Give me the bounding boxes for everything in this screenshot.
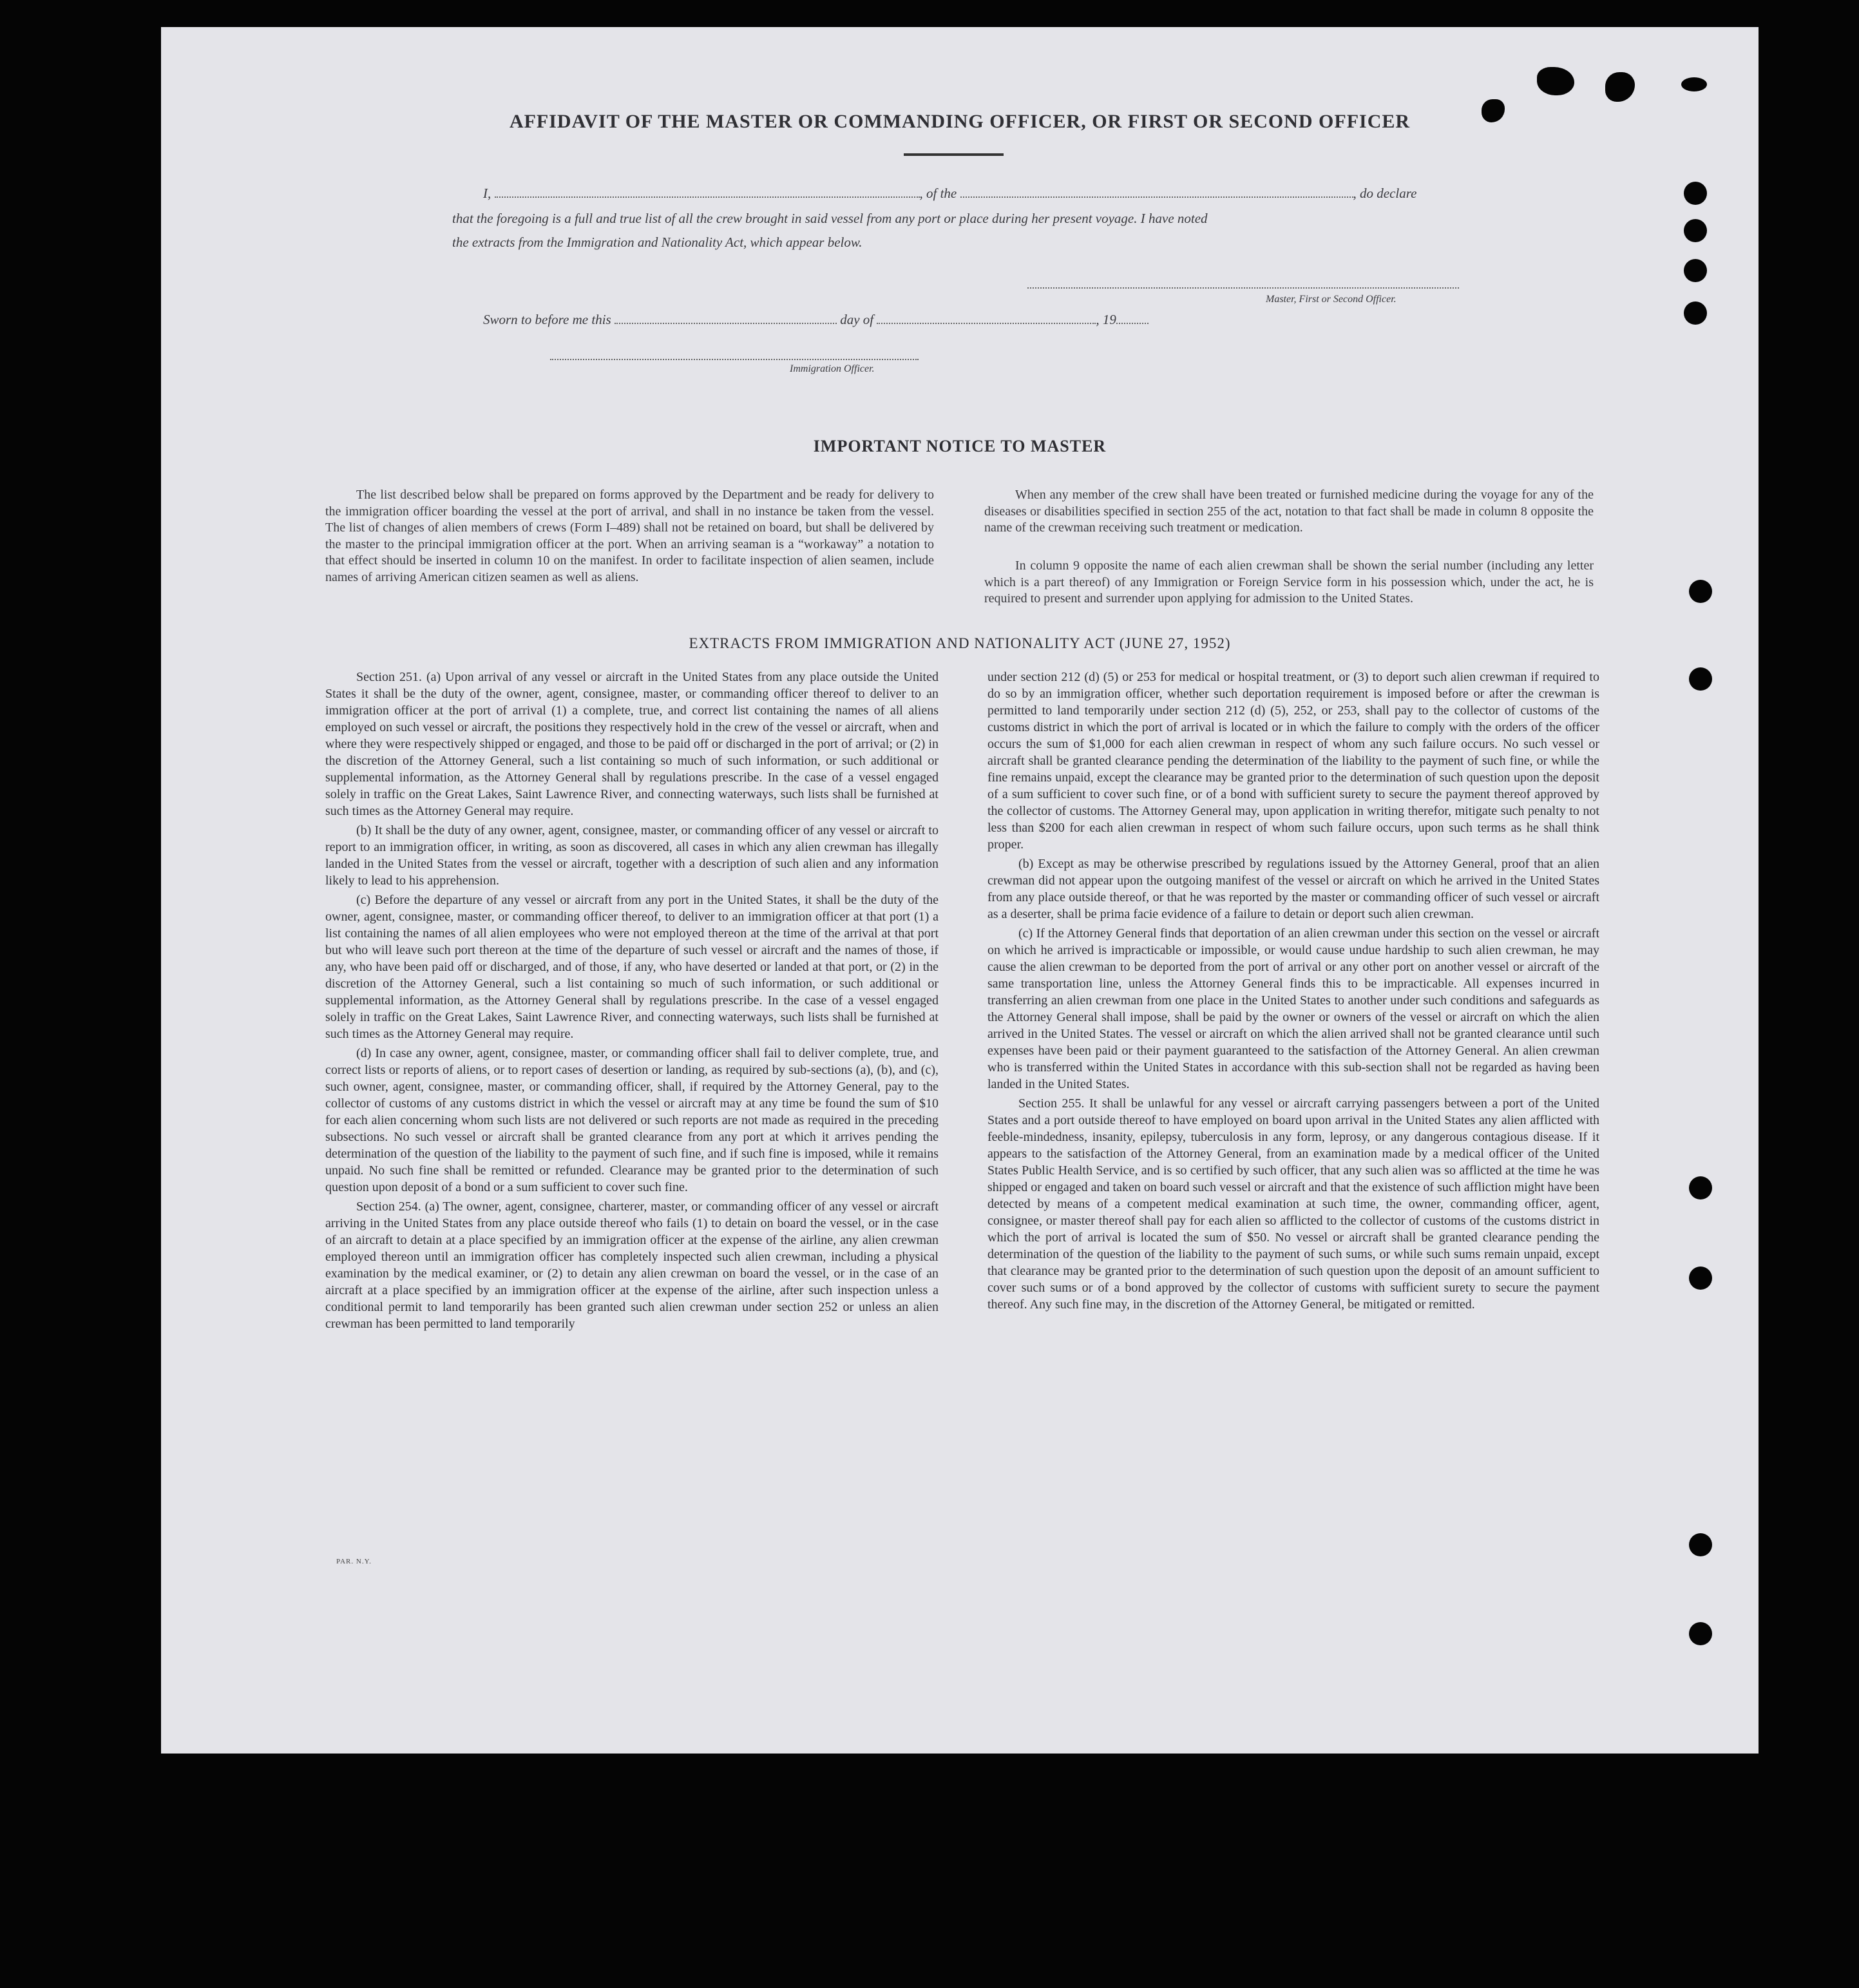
binder-hole <box>1689 1176 1712 1199</box>
declaration-line-3: the extracts from the Immigration and Nationality Act, which appear below. <box>452 234 863 250</box>
sworn-month-blank <box>877 314 1096 324</box>
section-251-b: (b) It shall be the duty of any owner, agent, consignee, master, or commanding officer of any vessel or aircraft to report to an immigration officer, in writing, as soon as discovered, all cases in which any alien crewman has illegally landed in the United States from the vessel or aircraft, together with a description of such alien and any information likely to lead to his apprehension. <box>325 823 939 888</box>
section-251-d: (d) In case any owner, agent, consignee, master, or commanding officer shall fail to deliver complete, true, and correct lists or reports of aliens, or to report cases of desertion or landing, as required by sub-sections (a), (b), and (c), such owner, agent, consignee, master, or commanding officer, shall, if required by the Attorney General, pay to the collector of customs of any customs district in which the vessel or aircraft may at any time be found the sum of $10 for each alien concerning whom such lists are not delivered or such reports are not made as required in the preceding subsections. No such vessel or aircraft shall be granted clearance from any port at which it arrives pending the determination of the question of the liability to the payment of such fine, and if such fine is imposed, while it remains unpaid. No such fine shall be remitted or refunded. Clearance may be granted prior to the determination of such question upon deposit of a bond or a sum sufficient to cover such fine. <box>325 1046 939 1194</box>
day-of-text: day of <box>840 312 874 327</box>
declare-do: , do declare <box>1353 186 1417 201</box>
section-254-b: (b) Except as may be otherwise prescribed by regulations issued by the Attorney General, proof that an alien crewman did not appear upon the outgoing manifest of the vessel or aircraft on which he arrived in the United States from any place outside thereof, or that he was reported by the master or commanding officer of such vessel or aircraft as a deserter, shall be prima facie evidence of a failure to detain or deport such alien crewman. <box>987 857 1599 921</box>
binder-hole <box>1689 1266 1712 1290</box>
declare-i: I, <box>483 186 491 201</box>
sworn-day-blank <box>615 314 837 324</box>
declaration-line-2: that the foregoing is a full and true list of all the crew brought in said vessel from any port or place during her present voyage. I have noted <box>452 211 1208 226</box>
binder-hole <box>1689 1533 1712 1556</box>
document-page <box>161 27 1759 1754</box>
section-254-c: (c) If the Attorney General finds that deportation of an alien crewman under this section on the vessel or aircraft on which he arrived is impracticable or impossible, or would cause undue hardship to such alien crewman, he may cause the alien crewman to be deported from the port of arrival or any other port on another vessel or aircraft of the same transportation line, unless the Attorney General finds this to be impracticable. All expenses incurred in transferring an alien crewman from one place in the United States to another under such conditions and safeguards as the Attorney General shall impose, shall be paid by the owner or owners of the vessel or aircraft on which the alien arrived in the United States. The vessel or aircraft on which the alien arrived shall not be granted clearance until such expenses have been paid or their payment guaranteed to the satisfaction of the Attorney General. An alien crewman who is transferred within the United States in accordance with this sub-section shall not be regarded as having been landed in the United States. <box>987 926 1599 1091</box>
binder-hole <box>1684 301 1707 325</box>
name-blank <box>495 187 920 198</box>
section-251-a: Section 251. (a) Upon arrival of any vessel or aircraft in the United States from any place outside the United States it shall be the duty of the owner, agent, consignee, master, or commanding officer thereof to deliver to an immigration officer at the port of arrival (1) a complete, true, and correct list containing the names of all aliens employed on such vessel or aircraft, the positions they respectively hold in the crew of the vessel or aircraft, when and where they were respectively shipped or engaged, and those to be paid off or discharged in the port of arrival; or (2) in the discretion of the Attorney General, such a list containing so much of such information, or such additional or supplemental information, as the Attorney General shall by regulations prescribe. In the case of a vessel engaged solely in traffic on the Great Lakes, Saint Lawrence River, and connecting waterways, such lists shall be furnished at such times as the Attorney General may require. <box>325 670 939 818</box>
binder-hole <box>1684 259 1707 282</box>
notice-right-paragraph-1: When any member of the crew shall have been treated or furnished medicine during the voyage for any of the diseases or disabilities specified in section 255 of the act, notation to that fact shall be made in column 8 opposite the name of the crewman receiving such treatment or medication. <box>984 488 1594 535</box>
section-251-c: (c) Before the departure of any vessel or aircraft from any port in the United States, it shall be the duty of the owner, agent, consignee, master, or commanding officer thereof, to deliver to an immigration officer at that port (1) a list containing the names of all alien employees who were not employed thereon at the time of the arrival at that port but who will leave such port thereon at the time of the departure of such vessel or aircraft and the names of those, if any, who have been paid off or discharged, and of those, if any, who have deserted or landed at that port, or (2) in the discretion of the Attorney General, such a list containing so much of such information, or such additional or supplemental information, as the Attorney General shall by regulations prescribe. In the case of a vessel engaged solely in traffic on the Great Lakes, Saint Lawrence River, and connecting waterways, such lists shall be furnished at such times as the Attorney General may require. <box>325 893 939 1041</box>
officer-signature-line <box>550 358 919 360</box>
section-255: Section 255. It shall be unlawful for any vessel or aircraft carrying passengers between a port of the United States and a port outside thereof to have employed on board upon arrival in the United States any alien afflicted with feeble-mindedness, insanity, epilepsy, tuberculosis in any form, leprosy, or any dangerous contagious disease. If it appears to the satisfaction of the Attorney General, from an examination made by a medical officer of the United States Public Health Service, and is so certified by such officer, that any such alien was so afflicted at the time he was shipped or engaged and taken on board such vessel or aircraft and that the existence of such affliction might have been detected by means of a competent medical examination at such time, the owner, commanding officer, agent, consignee, or master thereof shall pay for each alien so afflicted to the collector of customs of the customs district in which the port of arrival is located the sum of $50. No vessel or aircraft shall be granted clearance pending the determination of the question of the liability to the payment of such sums, or while such sums remain unpaid, except that clearance may be granted prior to the determination of such question upon the deposit of an amount sufficient to cover such sums or of a bond approved by the collector of customs with sufficient surety to secure the payment thereof. Any such fine may, in the discretion of the Attorney General, be mitigated or remitted. <box>987 1096 1599 1312</box>
notice-title: IMPORTANT NOTICE TO MASTER <box>813 437 1107 455</box>
section-254-a-continued: under section 212 (d) (5) or 253 for medical or hospital treatment, or (3) to deport such alien crewman if required to do so by an immigration officer, whether such deportation requirement is imposed before or after the crewman is permitted to land temporarily under section 212 (d) (5), 252, or 253, shall pay to the collector of customs of the customs district in which the port of arrival is located or in which the failure to comply with the orders of the officer occurs the sum of $1,000 for each alien crewman in respect of whom any such failure occurs. No such vessel or aircraft shall be granted clearance pending the determination of the liability to the payment of such fine, or while the fine remains unpaid, except the clearance may be granted prior to the determination of such question upon the deposit of a sum sufficient to cover such fine, or of a bond with sufficient surety to secure the payment thereof approved by the collector of customs. The Attorney General may, upon application in writing therefor, mitigate such penalty to not less than $200 for each alien crewman in respect of whom such failure occurs, upon such terms as he shall think proper. <box>987 670 1599 852</box>
officer-signature-label: Immigration Officer. <box>790 363 875 374</box>
binder-hole <box>1689 580 1712 603</box>
notice-right-paragraph-2: In column 9 opposite the name of each alien crewman shall be shown the serial number (including any letter which is a part thereof) of any Immigration or Foreign Service form in his possession which, under the act, he is required to present and surrender upon applying for admission to the United States. <box>984 559 1594 606</box>
master-signature-label: Master, First or Second Officer. <box>1266 294 1397 305</box>
binder-hole <box>1684 182 1707 205</box>
declaration-line-1 <box>483 186 1416 202</box>
binder-hole <box>1689 667 1712 691</box>
binder-hole <box>1684 219 1707 242</box>
extracts-left-column <box>325 669 939 1335</box>
year-prefix: , 19 <box>1096 312 1116 327</box>
affidavit-title: AFFIDAVIT OF THE MASTER OR COMMANDING OFFICER, OR FIRST OR SECOND OFFICER <box>509 111 1411 132</box>
extracts-title: EXTRACTS FROM IMMIGRATION AND NATIONALITY ACT (JUNE 27, 1952) <box>689 635 1231 651</box>
section-254-a: Section 254. (a) The owner, agent, consignee, charterer, master, or commanding officer of any vessel or aircraft arriving in the United States from any place outside thereof who fails (1) to detain on board the vessel, or in the case of an aircraft to detain at a place specified by an immigration officer at the expense of the airline, any alien crewman employed thereon until an immigration officer has completely inspected such alien crewman, including a physical examination by the medical examiner, or (2) to detain any alien crewman on board the vessel, or in the case of an aircraft at a place specified by an immigration officer at the expense of the airline, after such inspection unless a conditional permit to land temporarily has been granted such alien crewman under section 252 or unless an alien crewman has been permitted to land temporarily <box>325 1199 939 1331</box>
sworn-text: Sworn to before me this <box>483 312 611 327</box>
ink-blot <box>1681 77 1707 91</box>
master-signature-line <box>1027 286 1459 289</box>
extracts-right-column <box>987 669 1599 1315</box>
year-blank <box>1116 314 1149 324</box>
binder-hole <box>1689 1622 1712 1645</box>
declare-of-the: , of the <box>919 186 957 201</box>
ink-blot <box>1537 67 1574 95</box>
sworn-line <box>483 312 1149 328</box>
notice-left-paragraph: The list described below shall be prepared on forms approved by the Department and be ready for delivery to the immigration officer boarding the vessel at the port of arrival, and shall in no instance be taken from the vessel. The list of changes of alien members of crews (Form I–489) shall not be retained on board, but shall be delivered by the master to the principal immigration officer at the port. When an arriving seaman is a “workaway” a notation to that effect should be inserted in column 10 on the manifest. In order to facilitate inspection of alien seamen, include names of arriving American citizen seamen as well as aliens. <box>325 488 934 584</box>
title-divider <box>904 153 1004 156</box>
printer-mark: PAR. N.Y. <box>336 1558 372 1565</box>
ink-blot <box>1605 72 1635 102</box>
vessel-blank <box>960 187 1353 198</box>
